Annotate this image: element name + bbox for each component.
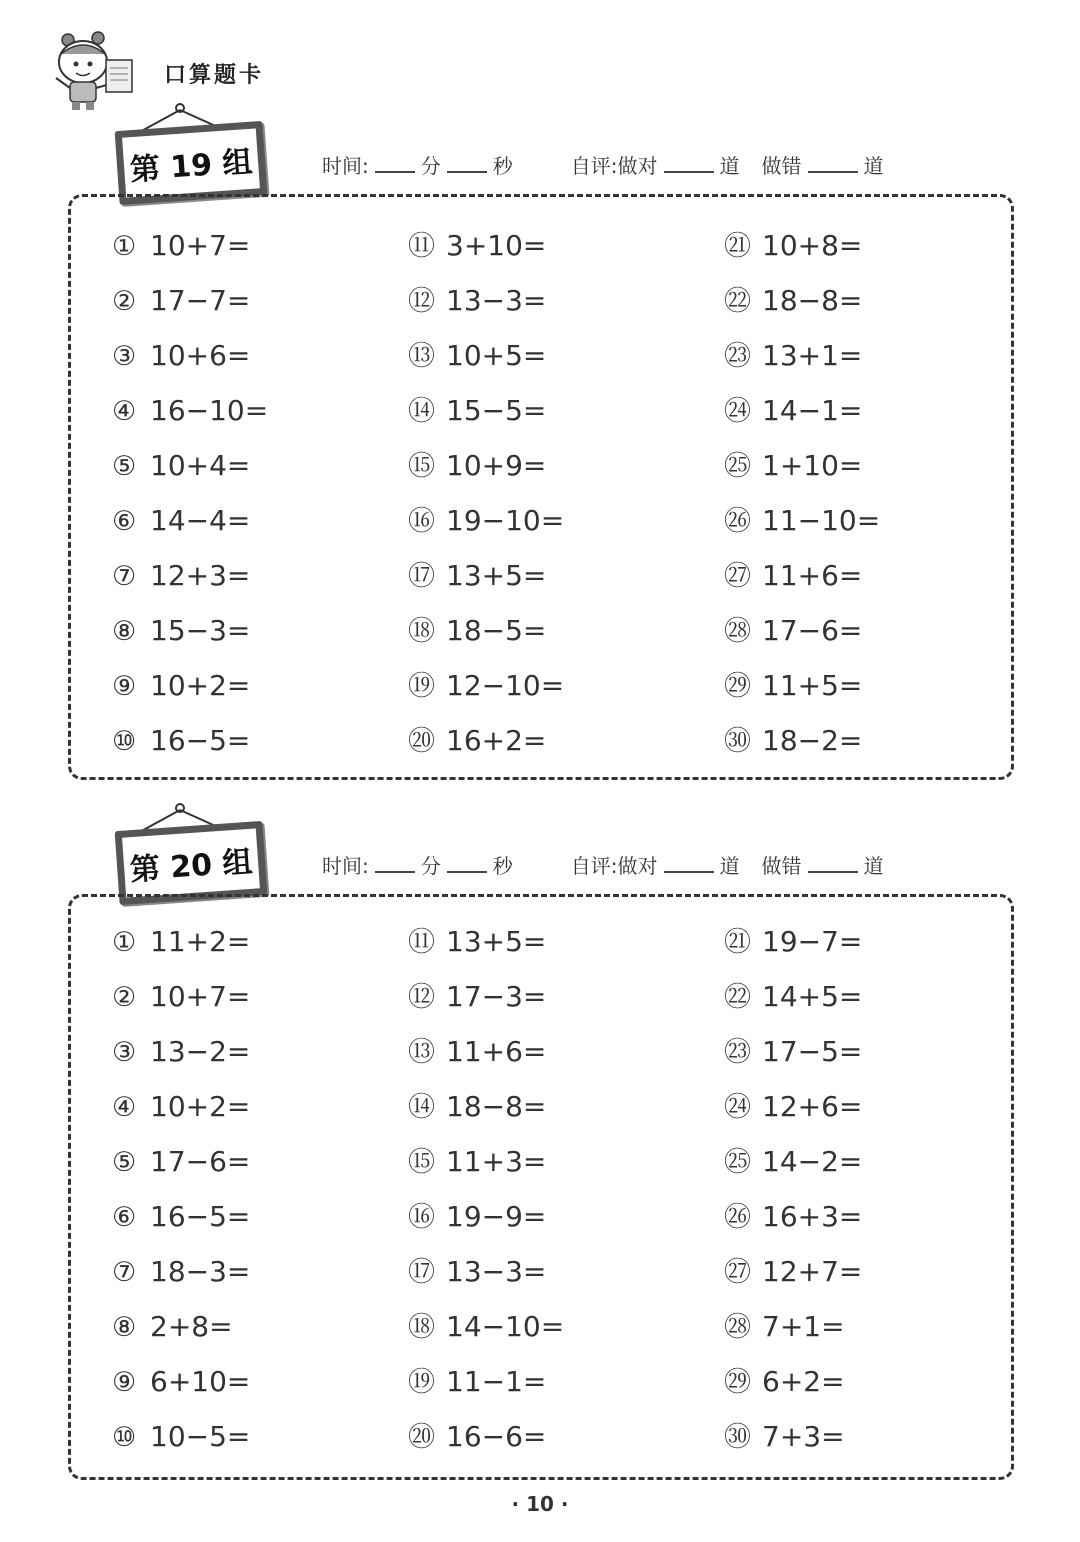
- problem-item: ⑭ 18−8=: [408, 1090, 547, 1123]
- problem-item: ⑥ 16−5=: [112, 1200, 251, 1233]
- problem-item: ① 10+7=: [112, 229, 251, 262]
- problem-item: ⑯ 19−10=: [408, 504, 565, 537]
- problem-item: ㉖ 11−10=: [724, 504, 881, 537]
- seconds-label: 秒: [492, 854, 513, 878]
- problem-item: ㉕ 1+10=: [724, 449, 863, 482]
- correct-unit: 道: [719, 154, 740, 178]
- wrong-label: 做错: [761, 154, 802, 178]
- problem-item: ㉓ 13+1=: [724, 339, 863, 372]
- page-number: · 10 ·: [511, 1492, 569, 1516]
- problem-item: ⑦ 18−3=: [112, 1255, 251, 1288]
- problem-item: ⑤ 10+4=: [112, 449, 251, 482]
- time-label: 时间:: [322, 154, 369, 178]
- problem-item: ② 17−7=: [112, 284, 251, 317]
- problem-item: ② 10+7=: [112, 980, 251, 1013]
- problem-item: ⑨ 10+2=: [112, 669, 251, 702]
- problem-item: ㉘ 7+1=: [724, 1310, 845, 1343]
- problem-item: ㉑ 19−7=: [724, 925, 863, 958]
- problem-item: ㉚ 7+3=: [724, 1420, 845, 1453]
- self-eval-label: 自评:做对: [570, 854, 658, 878]
- minutes-blank[interactable]: [375, 153, 415, 173]
- wrong-count-blank[interactable]: [808, 853, 858, 873]
- problem-item: ④ 16−10=: [112, 394, 269, 427]
- problem-item: ⑫ 13−3=: [408, 284, 547, 317]
- correct-unit: 道: [719, 854, 740, 878]
- problem-item: ㉖ 16+3=: [724, 1200, 863, 1233]
- problem-item: ㉘ 17−6=: [724, 614, 863, 647]
- problem-item: ㉔ 12+6=: [724, 1090, 863, 1123]
- correct-count-blank[interactable]: [664, 853, 714, 873]
- problem-item: ⑱ 14−10=: [408, 1310, 565, 1343]
- problem-item: ⑧ 2+8=: [112, 1310, 233, 1343]
- problem-item: ⑪ 3+10=: [408, 229, 547, 262]
- problem-item: ⑬ 11+6=: [408, 1035, 547, 1068]
- problem-item: ⑰ 13−3=: [408, 1255, 547, 1288]
- problem-item: ㉓ 17−5=: [724, 1035, 863, 1068]
- group-label: 第 19 组: [115, 121, 268, 205]
- score-line: [322, 850, 884, 879]
- header-title: 口算题卡: [164, 63, 265, 88]
- seconds-blank[interactable]: [447, 853, 487, 873]
- problem-item: ⑨ 6+10=: [112, 1365, 251, 1398]
- problem-item: ㉒ 14+5=: [724, 980, 863, 1013]
- seconds-blank[interactable]: [447, 153, 487, 173]
- problem-item: ㉕ 14−2=: [724, 1145, 863, 1178]
- self-eval-label: 自评:做对: [570, 154, 658, 178]
- problem-item: ⑮ 10+9=: [408, 449, 547, 482]
- problem-item: ③ 10+6=: [112, 339, 251, 372]
- problem-item: ⑱ 18−5=: [408, 614, 547, 647]
- problem-item: ④ 10+2=: [112, 1090, 251, 1123]
- problem-item: ⑤ 17−6=: [112, 1145, 251, 1178]
- problem-item: ⑲ 12−10=: [408, 669, 565, 702]
- minutes-label: 分: [420, 154, 441, 178]
- problem-item: ③ 13−2=: [112, 1035, 251, 1068]
- minutes-blank[interactable]: [375, 853, 415, 873]
- problem-item: ⑳ 16−6=: [408, 1420, 547, 1453]
- problem-item: ⑪ 13+5=: [408, 925, 547, 958]
- wrong-unit: 道: [863, 854, 884, 878]
- problem-item: ⑲ 11−1=: [408, 1365, 547, 1398]
- seconds-label: 秒: [492, 154, 513, 178]
- problem-item: ㉒ 18−8=: [724, 284, 863, 317]
- problem-item: ⑳ 16+2=: [408, 724, 547, 757]
- problem-item: ㉙ 11+5=: [724, 669, 863, 702]
- problem-item: ㉑ 10+8=: [724, 229, 863, 262]
- group-label: 第 20 组: [115, 821, 268, 905]
- problem-item: ⑩ 10−5=: [112, 1420, 251, 1453]
- problem-item: ㉙ 6+2=: [724, 1365, 845, 1398]
- problem-item: ⑮ 11+3=: [408, 1145, 547, 1178]
- problem-item: ⑧ 15−3=: [112, 614, 251, 647]
- problem-item: ⑭ 15−5=: [408, 394, 547, 427]
- problem-item: ⑥ 14−4=: [112, 504, 251, 537]
- problem-item: ⑰ 13+5=: [408, 559, 547, 592]
- problem-item: ㉔ 14−1=: [724, 394, 863, 427]
- wrong-count-blank[interactable]: [808, 153, 858, 173]
- problem-item: ⑦ 12+3=: [112, 559, 251, 592]
- problem-item: ㉚ 18−2=: [724, 724, 863, 757]
- time-label: 时间:: [322, 854, 369, 878]
- problem-item: ㉗ 11+6=: [724, 559, 863, 592]
- minutes-label: 分: [420, 854, 441, 878]
- problem-item: ⑯ 19−9=: [408, 1200, 547, 1233]
- problem-item: ⑩ 16−5=: [112, 724, 251, 757]
- problem-item: ⑫ 17−3=: [408, 980, 547, 1013]
- wrong-unit: 道: [863, 154, 884, 178]
- score-line: [322, 150, 884, 179]
- correct-count-blank[interactable]: [664, 153, 714, 173]
- problem-item: ㉗ 12+7=: [724, 1255, 863, 1288]
- problem-item: ⑬ 10+5=: [408, 339, 547, 372]
- problem-item: ① 11+2=: [112, 925, 251, 958]
- wrong-label: 做错: [761, 854, 802, 878]
